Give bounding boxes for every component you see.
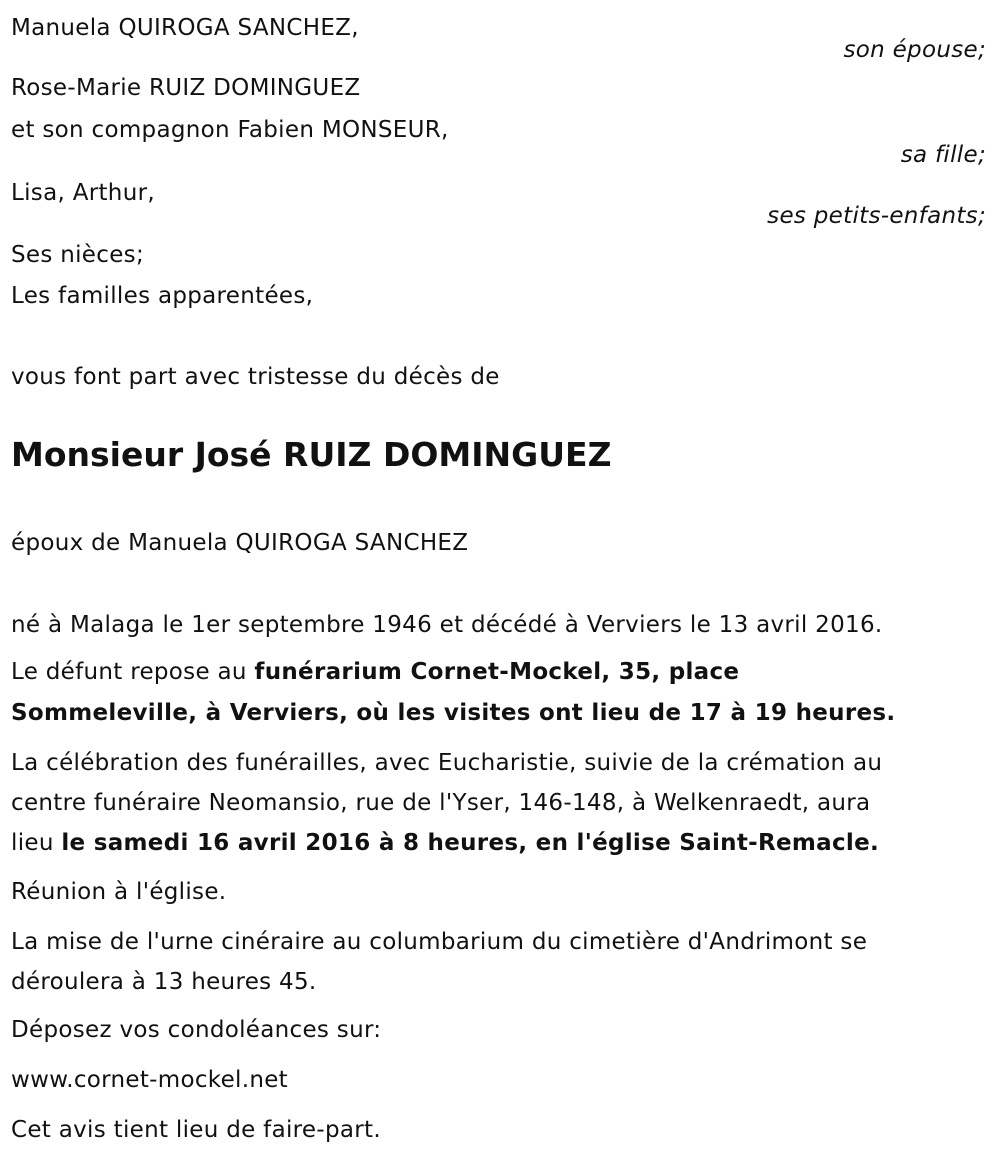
birth-death-line: né à Malaga le 1er septembre 1946 et décédé à Verviers le 13 avril 2016.	[11, 612, 883, 638]
family-name: Manuela QUIROGA SANCHEZ,	[11, 15, 359, 41]
funeral-line: La célébration des funérailles, avec Eucharistie, suivie de la crémation au	[11, 750, 883, 776]
family-name: Lisa, Arthur,	[11, 180, 155, 206]
family-relation: ses petits-enfants;	[767, 203, 986, 229]
funeral-datetime: le samedi 16 avril 2016 à 8 heures, en l'église Saint-Remacle.	[61, 830, 880, 856]
deceased-name: Monsieur José RUIZ DOMINGUEZ	[11, 435, 612, 474]
funeral-line	[11, 828, 879, 858]
urn-line: déroulera à 13 heures 45.	[11, 969, 317, 995]
family-relation: sa fille;	[900, 142, 986, 168]
family-name: et son compagnon Fabien MONSEUR,	[11, 117, 449, 143]
rest-location: funérarium Cornet-Mockel, 35, place	[254, 659, 740, 685]
urn-line: La mise de l'urne cinéraire au columbarium du cimetière d'Andrimont se	[11, 929, 868, 955]
family-relation: son épouse;	[843, 37, 986, 63]
family-name: Rose-Marie RUIZ DOMINGUEZ	[11, 75, 361, 101]
website-link[interactable]: www.cornet-mockel.net	[11, 1067, 288, 1093]
condolences-line: Déposez vos condoléances sur:	[11, 1017, 382, 1043]
family-name: Ses nièces;	[11, 242, 144, 268]
spouse-line: époux de Manuela QUIROGA SANCHEZ	[11, 530, 469, 556]
intro-text: vous font part avec tristesse du décès de	[11, 364, 500, 390]
funeral-prefix: lieu	[11, 830, 62, 856]
rest-line	[11, 698, 895, 728]
rest-prefix: Le défunt repose au	[11, 659, 255, 685]
funeral-line: centre funéraire Neomansio, rue de l'Yser, 146-148, à Welkenraedt, aura	[11, 790, 871, 816]
rest-line	[11, 657, 739, 687]
rest-location: Sommeleville, à Verviers, où les visites ont lieu de 17 à 19 heures.	[11, 700, 896, 726]
meeting-line: Réunion à l'église.	[11, 879, 227, 905]
family-name: Les familles apparentées,	[11, 283, 314, 309]
closing-line: Cet avis tient lieu de faire-part.	[11, 1117, 381, 1143]
